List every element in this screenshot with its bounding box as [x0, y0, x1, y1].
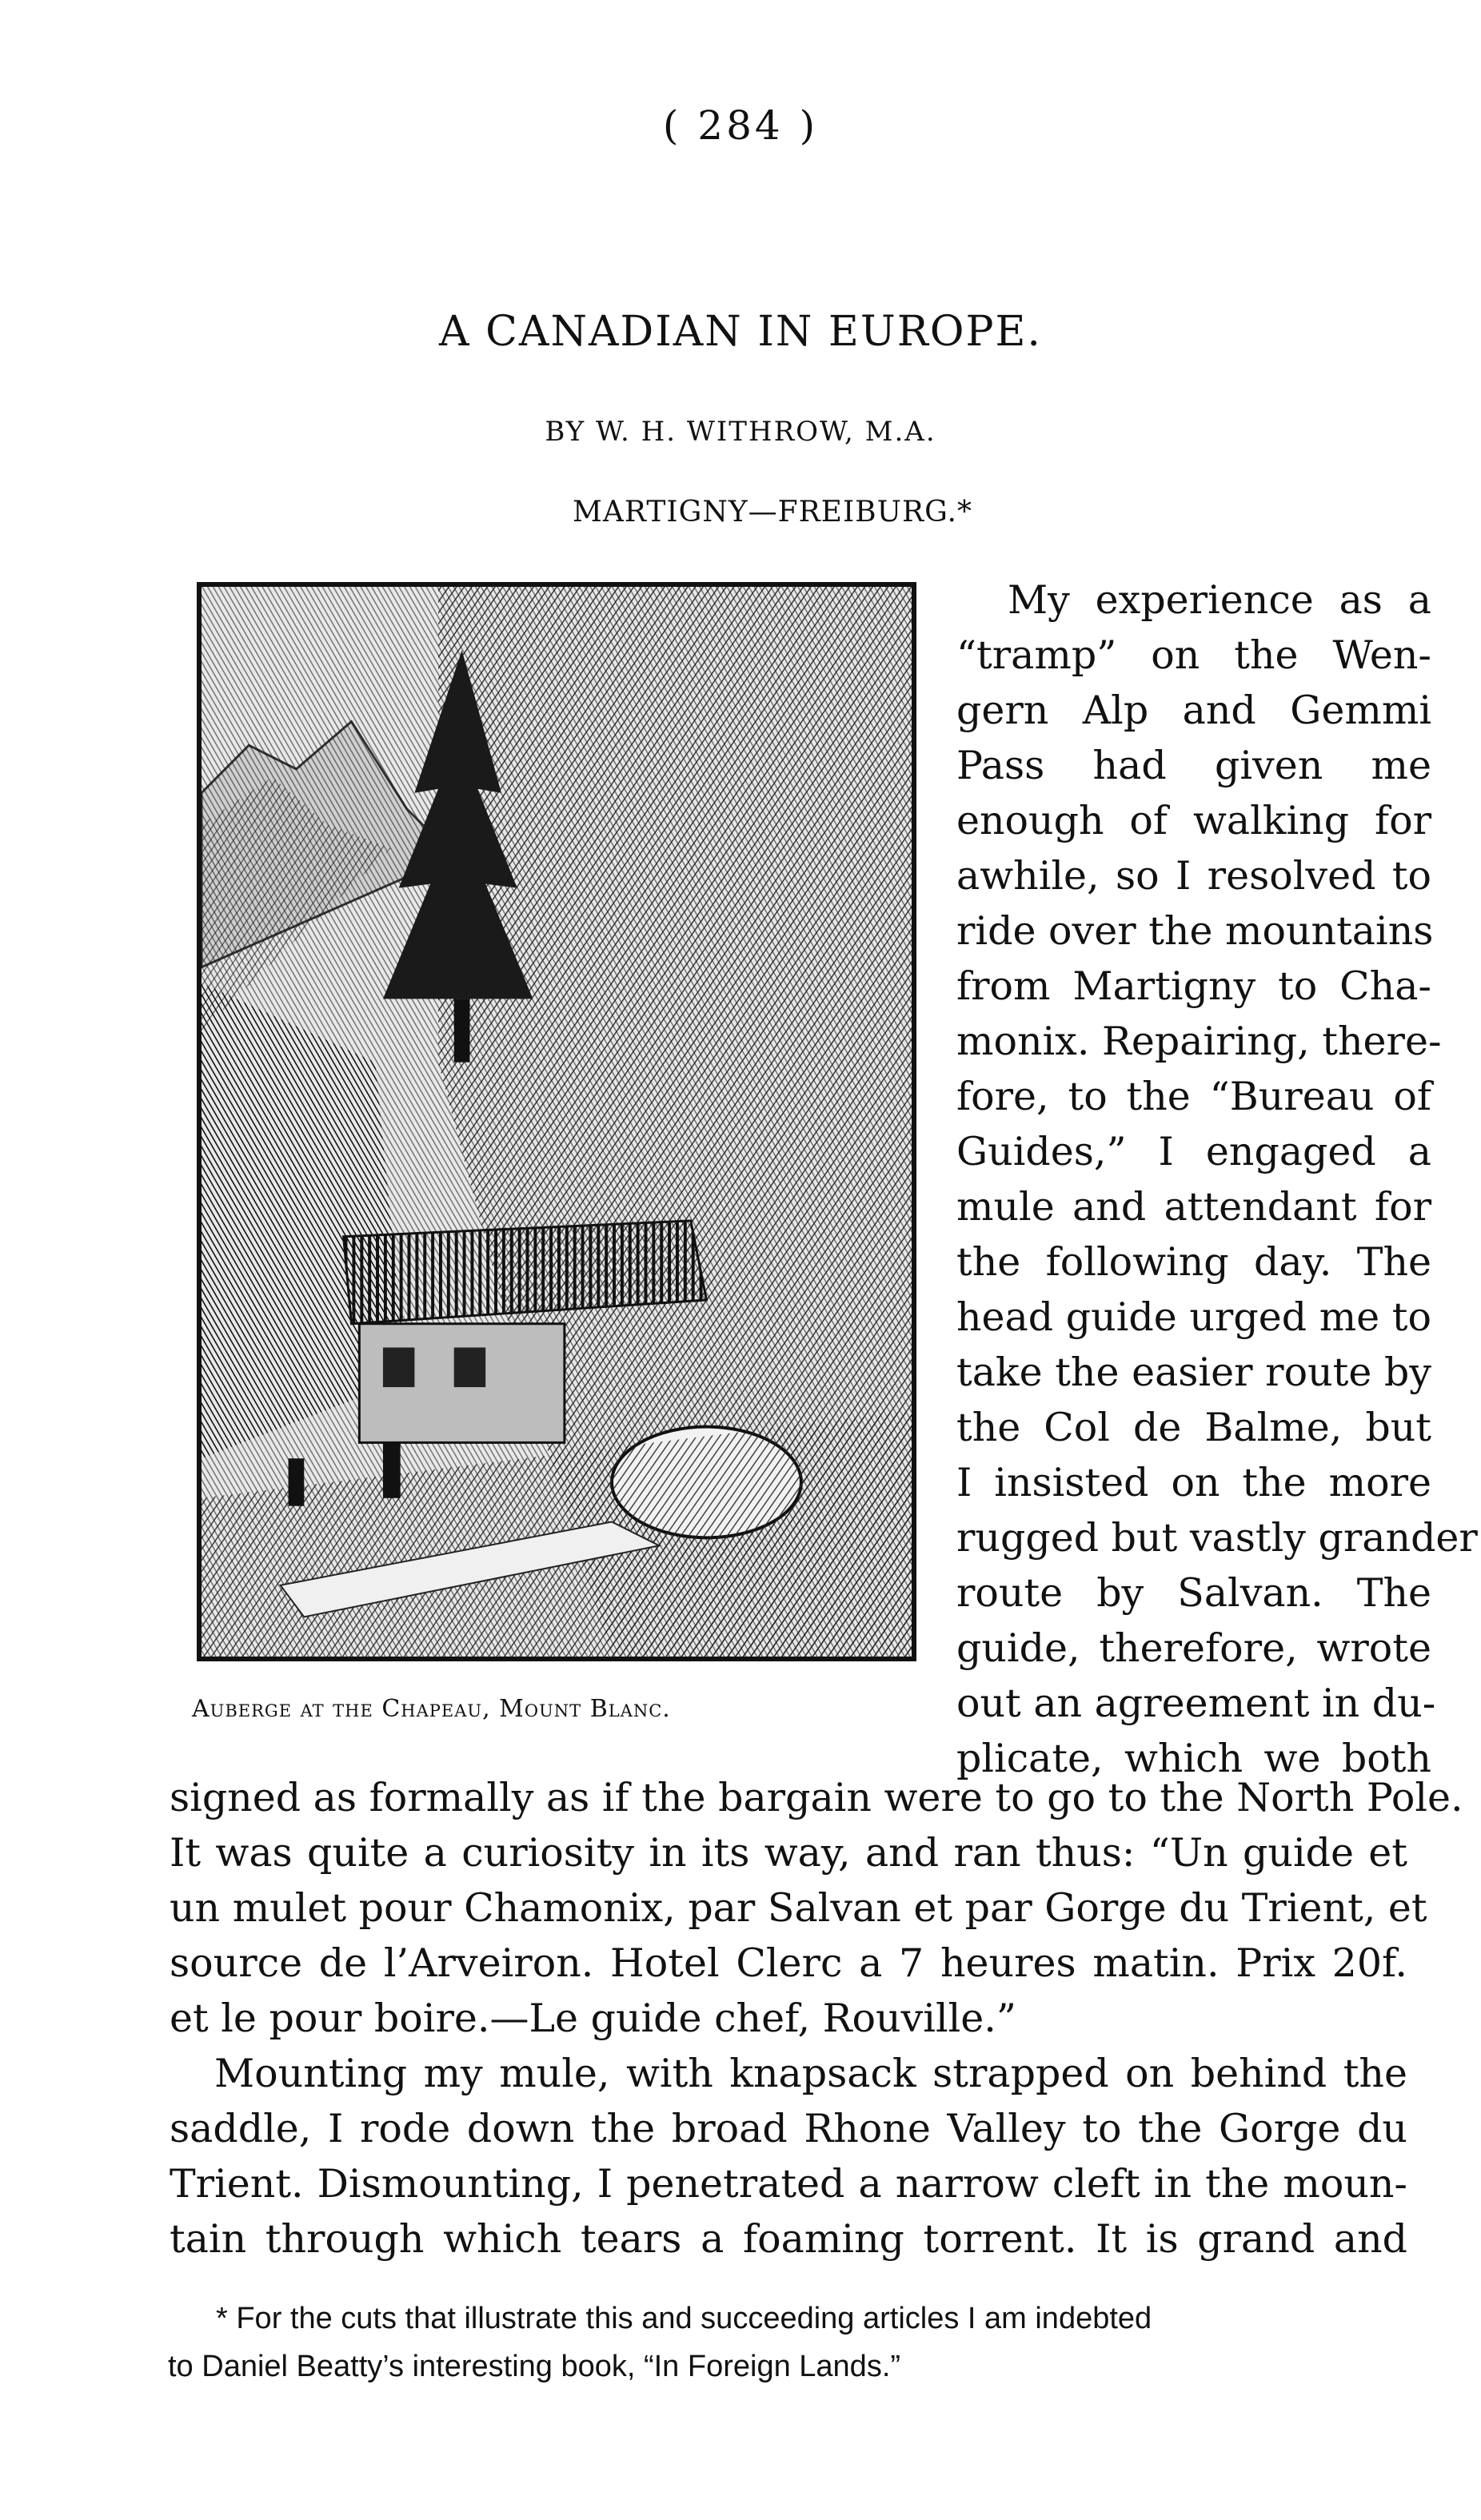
column-line: monix. Repairing, there- — [956, 1019, 1442, 1064]
column-line: from Martigny to Cha- — [956, 963, 1431, 1009]
body-line: un mulet pour Chamonix, par Salvan et par Gorge du Trient, et — [170, 1885, 1427, 1931]
paragraph-1-column — [956, 572, 1478, 1786]
column-line: plicate, which we both — [956, 1736, 1431, 1781]
figure-caption — [192, 1695, 936, 1723]
article-title: A CANADIAN IN EUROPE. — [439, 308, 1042, 356]
column-line: Guides,” I engaged a — [956, 1129, 1431, 1174]
body-line: Mounting my mule, with knapsack strapped on behind the — [214, 2051, 1407, 2096]
mountain-inn-engraving — [202, 587, 912, 1657]
column-line: route by Salvan. The — [956, 1570, 1431, 1616]
column-line: Pass had given me — [956, 743, 1431, 788]
article-byline: BY W. H. WITHROW, M.A. — [545, 416, 936, 448]
figure-caption-text: Auberge at the Chapeau, Mount Blanc. — [192, 1695, 671, 1723]
column-line: out an agreement in du- — [956, 1681, 1436, 1726]
column-line: head guide urged me to — [956, 1294, 1431, 1340]
body-line: tain through which tears a foaming torrent. It is grand and — [170, 2216, 1407, 2262]
body-line: et le pour boire.—Le guide chef, Rouville.” — [170, 1996, 1016, 2041]
body-line: Trient. Dismounting, I penetrated a narrow cleft in the moun- — [170, 2161, 1407, 2207]
column-line: “tramp” on the Wen- — [956, 632, 1431, 678]
footnote-line: * For the cuts that illustrate this and succeeding articles I am indebted — [216, 2302, 1152, 2335]
body-line: signed as formally as if the bargain were to go to the North Pole. — [170, 1775, 1463, 1820]
column-line: the Col de Balme, but — [956, 1405, 1431, 1450]
column-line: take the easier route by — [956, 1350, 1431, 1395]
body-line: saddle, I rode down the broad Rhone Valley to the Gorge du — [170, 2106, 1407, 2151]
engraving-illustration — [197, 582, 916, 1661]
column-line: gern Alp and Gemmi — [956, 688, 1431, 733]
column-line: awhile, so I resolved to — [956, 853, 1431, 899]
footnote-text — [168, 2295, 1415, 2390]
narrow-column-text — [956, 572, 1478, 1786]
column-line: I insisted on the more — [956, 1460, 1431, 1505]
column-line: the following day. The — [956, 1239, 1431, 1285]
page-number: ( 284 ) — [662, 102, 819, 149]
column-line: ride over the mountains — [956, 908, 1434, 954]
footnote — [168, 2295, 1415, 2390]
column-line: rugged but vastly grander — [956, 1515, 1478, 1561]
column-line: enough of walking for — [956, 798, 1431, 843]
full-width-text — [170, 1770, 1463, 2267]
footnote-line: to Daniel Beatty’s interesting book, “In Foreign Lands.” — [168, 2350, 901, 2383]
column-line: mule and attendant for — [956, 1184, 1431, 1230]
column-line: guide, therefore, wrote — [956, 1625, 1431, 1671]
column-line: My experience as a — [1008, 577, 1431, 623]
article-subtitle: MARTIGNY—FREIBURG.* — [573, 496, 972, 528]
column-line: fore, to the “Bureau of — [956, 1074, 1431, 1119]
body-line: source de l’Arveiron. Hotel Clerc a 7 heures matin. Prix 20f. — [170, 1940, 1407, 1986]
paragraph-1-continued — [170, 1770, 1463, 2046]
body-line: It was quite a curiosity in its way, and ran thus: “Un guide et — [170, 1830, 1407, 1876]
paragraph-2 — [170, 2046, 1407, 2267]
